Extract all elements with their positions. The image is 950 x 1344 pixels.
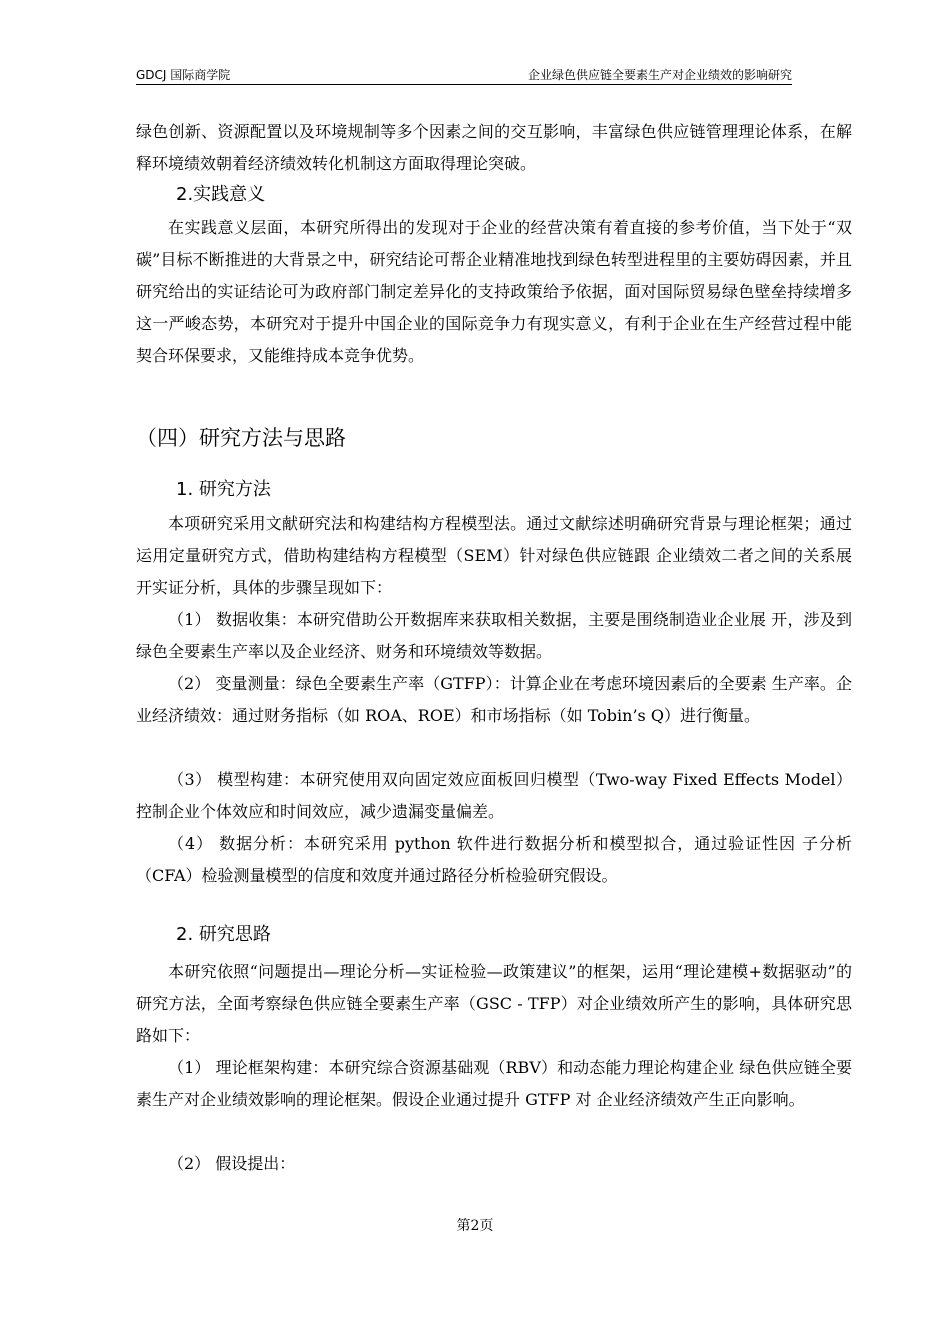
paragraph-step-theory-framework: （1） 理论框架构建：本研究综合资源基础观（RBV）和动态能力理论构建企业 绿色供应链全要素生产对企业绩效影响的理论框架。假设企业通过提升 GTFP 对 企业经济绩效产生正向影响。 — [136, 1058, 852, 1109]
heading-practical-significance: 2.实践意义 — [176, 184, 266, 205]
header-institution: GDCJ 国际商学院 — [136, 68, 231, 82]
header-title: 企业绿色供应链全要素生产对企业绩效的影响研究 — [527, 68, 792, 82]
paragraph-step-variable-measurement: （2） 变量测量：绿色全要素生产率（GTFP）：计算企业在考虑环境因素后的全要素 生产率。企业经济绩效：通过财务指标（如 ROA、ROE）和市场指标（如 Tobin’s Q）进行衡量。 — [136, 674, 852, 725]
heading-research-methods: 1. 研究方法 — [176, 479, 271, 500]
paragraph-step-hypothesis: （2） 假设提出： — [168, 1154, 296, 1173]
paragraph-step-data-analysis: （4） 数据分析：本研究采用 python 软件进行数据分析和模型拟合，通过验证性因 子分析（CFA）检验测量模型的信度和效度并通过路径分析检验研究假设。 — [136, 834, 852, 885]
paragraph-step-model-construction: （3） 模型构建：本研究使用双向固定效应面板回归模型（Two-way Fixed Effects Model）控制企业个体效应和时间效应，减少遗漏变量偏差。 — [136, 770, 852, 821]
heading-research-ideas: 2. 研究思路 — [176, 924, 271, 945]
paragraph-practical-significance: 在实践意义层面，本研究所得出的发现对于企业的经营决策有着直接的参考价值，当下处于“双碳”目标不断推进的大背景之中，研究结论可帮企业精准地找到绿色转型进程里的主要妨碍因素，并且研究给出的实证结论可为政府部门制定差异化的支持政策给予依据，面对国际贸易绿色壁垒持续增多这一严峻态势，本研究对于提升中国企业的国际竞争力有现实意义，有利于企业在生产经营过程中能契合环保要求，又能维持成本竞争优势。 — [136, 218, 852, 365]
paragraph-step-data-collection: （1） 数据收集：本研究借助公开数据库来获取相关数据，主要是围绕制造业企业展 开，涉及到绿色全要素生产率以及企业经济、财务和环境绩效等数据。 — [136, 610, 852, 661]
heading-section-four: （四）研究方法与思路 — [136, 426, 346, 450]
paragraph-methods-intro: 本项研究采用文献研究法和构建结构方程模型法。通过文献综述明确研究背景与理论框架；通过运用定量研究方式，借助构建结构方程模型（SEM）针对绿色供应链跟 企业绩效二者之间的关系展开实证分析，具体的步骤呈现如下： — [136, 514, 852, 597]
page-number: 第2页 — [456, 1218, 494, 1234]
page-header — [136, 66, 792, 85]
paragraph-ideas-intro: 本研究依照“问题提出—理论分析—实证检验—政策建议”的框架，运用“理论建模+数据驱动”的研究方法，全面考察绿色供应链全要素生产率（GSC - TFP）对企业绩效所产生的影响，具体研究思路如下： — [136, 962, 852, 1045]
paragraph-theory-continuation: 绿色创新、资源配置以及环境规制等多个因素之间的交互影响，丰富绿色供应链管理理论体系，在解释环境绩效朝着经济绩效转化机制这方面取得理论突破。 — [136, 122, 852, 173]
